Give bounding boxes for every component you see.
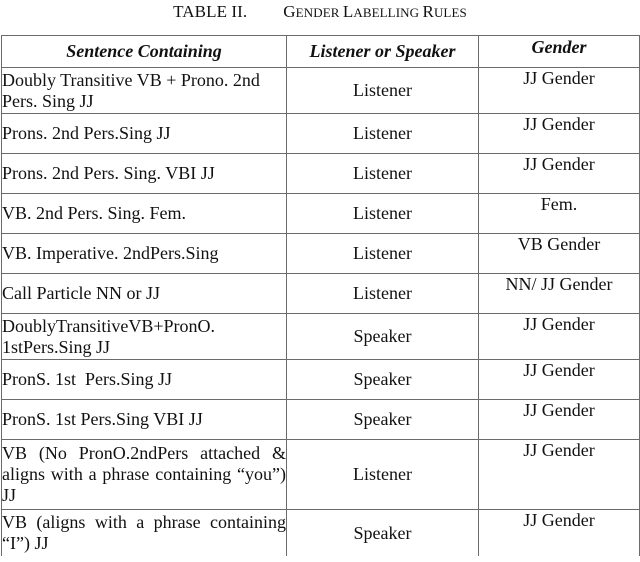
sentence-cell: PronS. 1st Pers.Sing VBI JJ — [2, 400, 287, 440]
role-cell: Speaker — [287, 314, 479, 360]
role-cell: Listener — [287, 274, 479, 314]
sentence-cell: DoublyTransitiveVB+PronO. 1stPers.Sing JJ — [2, 314, 287, 360]
header-gender: Gender — [479, 36, 640, 68]
table-row — [2, 234, 640, 274]
header-listener-or-speaker: Listener or Speaker — [287, 36, 479, 68]
gender-cell: JJ Gender — [479, 440, 640, 510]
role-cell: Listener — [287, 114, 479, 154]
sentence-cell: VB (aligns with a phrase containing “I”) JJ — [2, 510, 287, 557]
sentence-cell: VB. Imperative. 2ndPers.Sing — [2, 234, 287, 274]
table-row — [2, 68, 640, 114]
sentence-cell: VB. 2nd Pers. Sing. Fem. — [2, 194, 287, 234]
gender-cell: NN/ JJ Gender — [479, 274, 640, 314]
table-row — [2, 314, 640, 360]
table-caption — [0, 0, 640, 24]
gender-cell: JJ Gender — [479, 360, 640, 400]
gender-cell: Fem. — [479, 194, 640, 234]
role-cell: Speaker — [287, 400, 479, 440]
gender-labelling-rules-table — [1, 35, 640, 556]
role-cell: Listener — [287, 234, 479, 274]
role-cell: Listener — [287, 68, 479, 114]
gender-cell: VB Gender — [479, 234, 640, 274]
role-cell: Speaker — [287, 510, 479, 557]
table-row — [2, 154, 640, 194]
gender-cell: JJ Gender — [479, 154, 640, 194]
table-row — [2, 194, 640, 234]
gender-cell: JJ Gender — [479, 314, 640, 360]
table-row — [2, 114, 640, 154]
table-row — [2, 440, 640, 510]
table-number: TABLE II. — [173, 2, 248, 21]
header-row — [2, 36, 640, 68]
role-cell: Listener — [287, 194, 479, 234]
role-cell: Speaker — [287, 360, 479, 400]
role-cell: Listener — [287, 440, 479, 510]
gender-cell: JJ Gender — [479, 510, 640, 557]
table-row — [2, 510, 640, 557]
sentence-cell: Prons. 2nd Pers.Sing JJ — [2, 114, 287, 154]
gender-cell: JJ Gender — [479, 114, 640, 154]
table-row — [2, 274, 640, 314]
sentence-cell: Prons. 2nd Pers. Sing. VBI JJ — [2, 154, 287, 194]
sentence-cell: VB (No PronO.2ndPers attached & aligns with a phrase containing “you”) JJ — [2, 440, 287, 510]
gender-cell: JJ Gender — [479, 68, 640, 114]
table-title: GENDER LABELLING RULES — [283, 2, 467, 21]
table-row — [2, 360, 640, 400]
sentence-cell: PronS. 1st Pers.Sing JJ — [2, 360, 287, 400]
role-cell: Listener — [287, 154, 479, 194]
gender-cell: JJ Gender — [479, 400, 640, 440]
header-sentence-containing: Sentence Containing — [2, 36, 287, 68]
sentence-cell: Call Particle NN or JJ — [2, 274, 287, 314]
sentence-cell: Doubly Transitive VB + Prono. 2nd Pers. Sing JJ — [2, 68, 287, 114]
table-row — [2, 400, 640, 440]
